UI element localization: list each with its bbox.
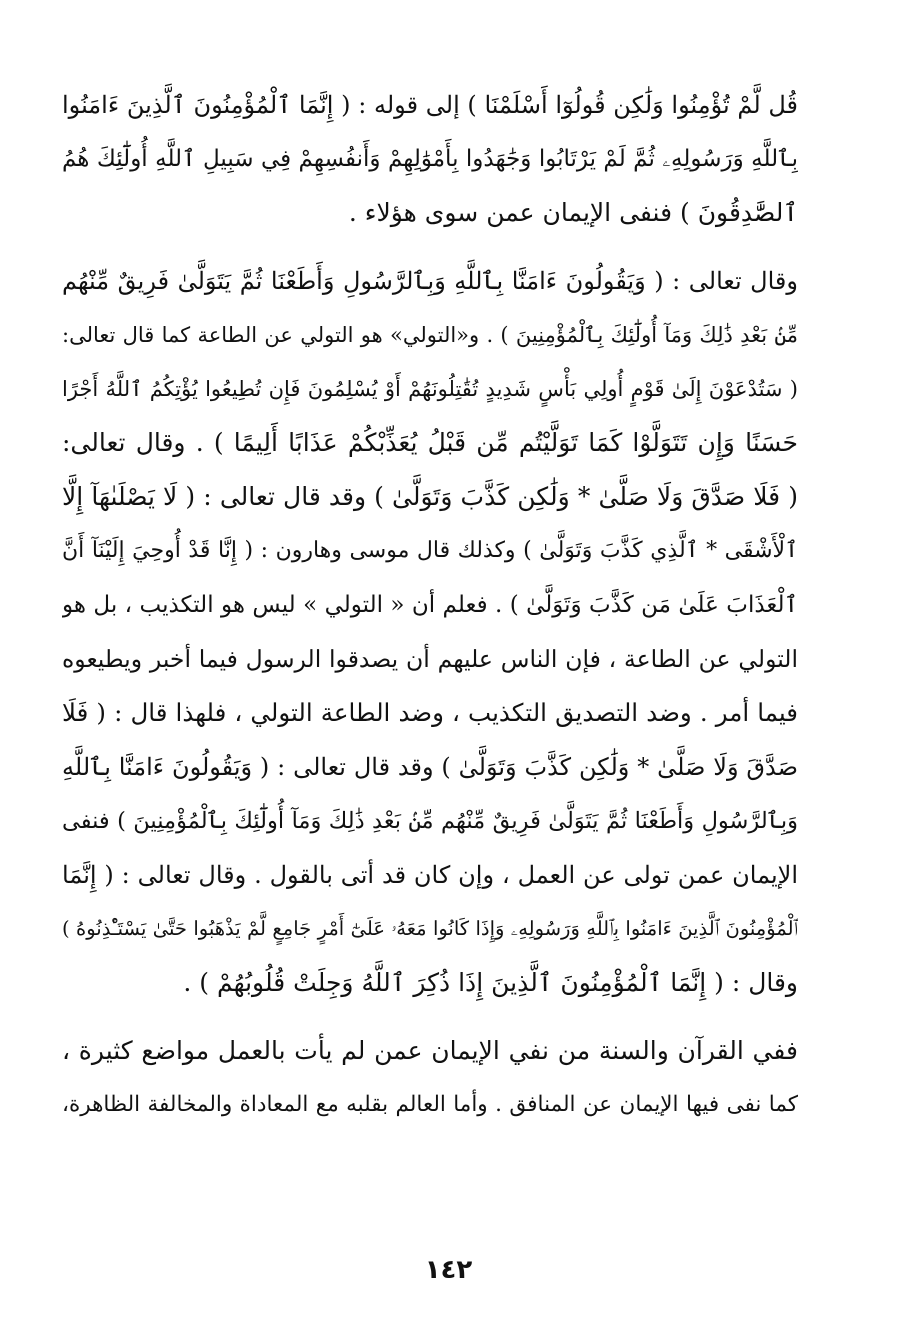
text-line: الإيمان عمن تولى عن العمل ، وإن كان قد أتى بالقول . وقال تعالى : ( إِنَّمَا [62,861,798,889]
text-line: حَسَنًا وَإِن تَتَوَلَّوْا كَمَا تَوَلَّيْتُم مِّن قَبْلُ يُعَذِّبْكُمْ عَذَابًا أَلِيمًا ) . وقال تعالى: [62,428,798,457]
text-line: ( فَلَا صَدَّقَ وَلَا صَلَّىٰ * وَلَٰكِن كَذَّبَ وَتَوَلَّىٰ ) وقد قال تعالى : ( لَا يَصْلَىٰهَآ إِلَّا [62,482,798,511]
paragraph-3 [62,1024,798,1132]
text-line: وقال تعالى : ( وَيَقُولُونَ ءَامَنَّا بِٱللَّهِ وَبِٱلرَّسُولِ وَأَطَعْنَا ثُمَّ يَتَوَلَّىٰ فَرِيقٌ مِّنْهُم [62,267,798,295]
text-line: ٱلْعَذَابَ عَلَىٰ مَن كَذَّبَ وَتَوَلَّىٰ ) . فعلم أن « التولي » ليس هو التكذيب ، بل هو [62,592,798,618]
text-line: ٱلْمُؤْمِنُونَ ٱلَّذِينَ ءَامَنُوا بِٱللَّهِ وَرَسُولِهِۦ وَإِذَا كَانُوا مَعَهُۥ عَلَىٰٓ أَمْرٍ جَامِعٍ لَّمْ يَذْهَبُوا حَتَّىٰ يَسْتَـْٔذِنُوهُ ) [62,917,798,940]
text-line: صَدَّقَ وَلَا صَلَّىٰ * وَلَٰكِن كَذَّبَ وَتَوَلَّىٰ ) وقد قال تعالى : ( وَيَقُولُونَ ءَامَنَّا بِٱللَّهِ [62,753,798,781]
text-line: فيما أمر . وضد التصديق التكذيب ، وضد الطاعة التولي ، فلهذا قال : ( فَلَا [62,698,798,727]
page-body [62,78,798,1132]
text-line: مِّنۢ بَعْدِ ذَٰلِكَ وَمَآ أُولَٰٓئِكَ بِٱلْمُؤْمِنِينَ ) . و«التولي» هو التولي عن الطاعة كما قال تعالى: [62,323,798,347]
paragraph-2 [62,254,798,1010]
text-line: وقال : ( إِنَّمَا ٱلْمُؤْمِنُونَ ٱلَّذِينَ إِذَا ذُكِرَ ٱللَّهُ وَجِلَتْ قُلُوبُهُمْ ) . [183,968,798,997]
text-line: ففي القرآن والسنة من نفي الإيمان عمن لم يأت بالعمل مواضع كثيرة ، [62,1036,798,1065]
text-line: ( سَتُدْعَوْنَ إِلَىٰ قَوْمٍ أُولِي بَأْسٍ شَدِيدٍ تُقَٰتِلُونَهُمْ أَوْ يُسْلِمُونَ فَإِن تُطِيعُوا يُؤْتِكُمُ ٱللَّهُ أَجْرًا [62,377,798,401]
paragraph-1 [62,78,798,240]
page-number: ١٤٢ [424,1255,473,1285]
text-line: وَبِٱلرَّسُولِ وَأَطَعْنَا ثُمَّ يَتَوَلَّىٰ فَرِيقٌ مِّنْهُم مِّنۢ بَعْدِ ذَٰلِكَ وَمَآ أُولَٰٓئِكَ بِٱلْمُؤْمِنِينَ ) فنفى [62,808,798,834]
text-line: ٱلْأَشْقَى * ٱلَّذِي كَذَّبَ وَتَوَلَّىٰ ) وكذلك قال موسى وهارون : ( إِنَّا قَدْ أُوحِيَ إِلَيْنَآ أَنَّ [62,538,798,563]
text-line: قُل لَّمْ تُؤْمِنُوا وَلَٰكِن قُولُوٓا أَسْلَمْنَا ) إلى قوله : ( إِنَّمَا ٱلْمُؤْمِنُونَ ٱلَّذِينَ ءَامَنُوا [62,91,798,119]
text-line: بِٱللَّهِ وَرَسُولِهِۦ ثُمَّ لَمْ يَرْتَابُوا وَجَٰهَدُوا بِأَمْوَٰلِهِمْ وَأَنفُسِهِمْ فِي سَبِيلِ ٱللَّهِ أُولَٰٓئِكَ هُمُ [62,146,798,172]
text-line: كما نفى فيها الإيمان عن المنافق . وأما العالم بقلبه مع المعاداة والمخالفة الظاهرة، [62,1092,798,1117]
text-line: التولي عن الطاعة ، فإن الناس عليهم أن يصدقوا الرسول فيما أخبر ويطيعوه [62,645,798,673]
text-line: ٱلصَّٰدِقُونَ ) فنفى الإيمان عمن سوى هؤلاء . [348,198,798,227]
